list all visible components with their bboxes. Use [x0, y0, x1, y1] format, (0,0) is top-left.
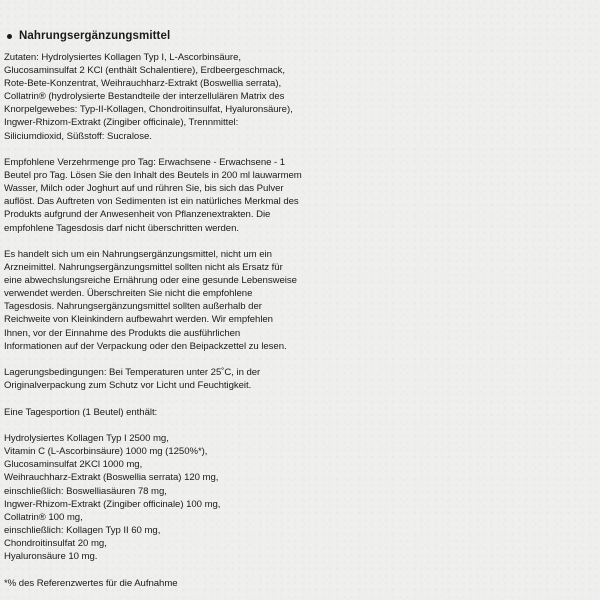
- warning-line: Tagesdosis. Nahrungsergänzungsmittel sollten außerhalb der: [4, 301, 262, 313]
- ingredients-paragraph: [4, 51, 596, 143]
- portion-item: Collatrin® 100 mg,: [4, 511, 83, 523]
- ingredients-line: Rote-Bete-Konzentrat, Weihrauchharz-Extrakt (Boswellia serrata),: [4, 78, 282, 90]
- warning-line: Reichweite von Kleinkindern aufbewahrt werden. Wir empfehlen: [4, 314, 273, 326]
- dosage-line: Empfohlene Verzehrmenge pro Tag: Erwachsene - Erwachsene - 1: [4, 157, 286, 169]
- paragraph-gap: [4, 563, 596, 576]
- storage-line: Lagerungsbedingungen: Bei Temperaturen unter 25˚C, in der: [4, 367, 261, 379]
- warning-line: Arzneimittel. Nahrungsergänzungsmittel sollten nicht als Ersatz für: [4, 262, 283, 274]
- storage-line: Originalverpackung zum Schutz vor Licht und Feuchtigkeit.: [4, 380, 252, 392]
- portion-item: Glucosaminsulfat 2KCl 1000 mg,: [4, 459, 143, 471]
- dosage-line: Wasser, Milch oder Joghurt auf und rühren Sie, bis sich das Pulver: [4, 183, 284, 195]
- dosage-line: Beutel pro Tag. Lösen Sie den Inhalt des Beutels in 200 ml lauwarmem: [4, 170, 302, 182]
- warning-line: Es handelt sich um ein Nahrungsergänzungsmittel, nicht um ein: [4, 249, 272, 260]
- warning-line: Informationen auf der Verpackung oder den Beipackzettel zu lesen.: [4, 340, 287, 352]
- footnote: *% des Referenzwertes für die Aufnahme: [4, 577, 178, 589]
- portion-item: Vitamin C (L-Ascorbinsäure) 1000 mg (1250%*),: [4, 446, 208, 458]
- portion-heading: Eine Tagesportion (1 Beutel) enthält:: [4, 406, 158, 418]
- dosage-paragraph: [4, 156, 596, 235]
- warning-line: verwendet werden. Überschreiten Sie nicht die empfohlene: [4, 288, 253, 300]
- portion-item: einschließlich: Kollagen Typ II 60 mg,: [4, 524, 161, 536]
- document-body: [4, 26, 596, 590]
- warning-line: eine abwechslungsreiche Ernährung oder eine gesunde Lebensweise: [4, 275, 297, 287]
- ingredients-line: Knorpelgewebes: Typ-II-Kollagen, Chondroitinsulfat, Hyaluronsäure),: [4, 104, 293, 116]
- ingredients-line: Collatrin® (hydrolysierte Bestandteile der interzellulären Matrix des: [4, 91, 285, 103]
- dosage-line: Produkts aufgrund der Anwesenheit von Pflanzenextrakten. Die: [4, 209, 271, 221]
- page-title: Nahrungsergänzungsmittel: [19, 30, 171, 42]
- paragraph-gap: [4, 392, 596, 405]
- warning-paragraph: [4, 248, 596, 353]
- footnote-paragraph: [4, 577, 596, 590]
- portion-item: Chondroitinsulfat 20 mg,: [4, 537, 107, 549]
- portion-item: Hydrolysiertes Kollagen Typ I 2500 mg,: [4, 433, 169, 445]
- portion-list: [4, 432, 596, 563]
- portion-item: Ingwer-Rhizom-Extrakt (Zingiber officinale) 100 mg,: [4, 498, 221, 510]
- ingredients-line: Siliciumdioxid, Süßstoff: Sucralose.: [4, 130, 152, 142]
- paragraph-gap: [4, 235, 596, 248]
- warning-line: Ihnen, vor der Einnahme des Produkts die ausführlichen: [4, 327, 241, 339]
- dosage-line: auflöst. Das Auftreten von Sedimenten ist ein natürliches Merkmal des: [4, 196, 299, 208]
- ingredients-line: Ingwer-Rhizom-Extrakt (Zingiber officinale), Trennmittel:: [4, 117, 239, 129]
- dosage-line: empfohlene Tagesdosis darf nicht überschritten werden.: [4, 222, 239, 234]
- paragraph-gap: [4, 419, 596, 432]
- paragraph-gap: [4, 353, 596, 366]
- paragraph-gap: [4, 143, 596, 156]
- portion-item: Hyaluronsäure 10 mg.: [4, 551, 98, 563]
- ingredients-line: Zutaten: Hydrolysiertes Kollagen Typ I, L-Ascorbinsäure,: [4, 52, 241, 63]
- portion-item: einschließlich: Boswelliasäuren 78 mg,: [4, 485, 167, 497]
- storage-paragraph: [4, 366, 596, 392]
- bullet-point: [7, 34, 12, 39]
- ingredients-line: Glucosaminsulfat 2 KCl (enthält Schalentiere), Erdbeergeschmack,: [4, 65, 286, 77]
- title-row: [4, 26, 596, 46]
- portion-item: Weihrauchharz-Extrakt (Boswellia serrata) 120 mg,: [4, 472, 219, 484]
- portion-heading-paragraph: [4, 406, 596, 419]
